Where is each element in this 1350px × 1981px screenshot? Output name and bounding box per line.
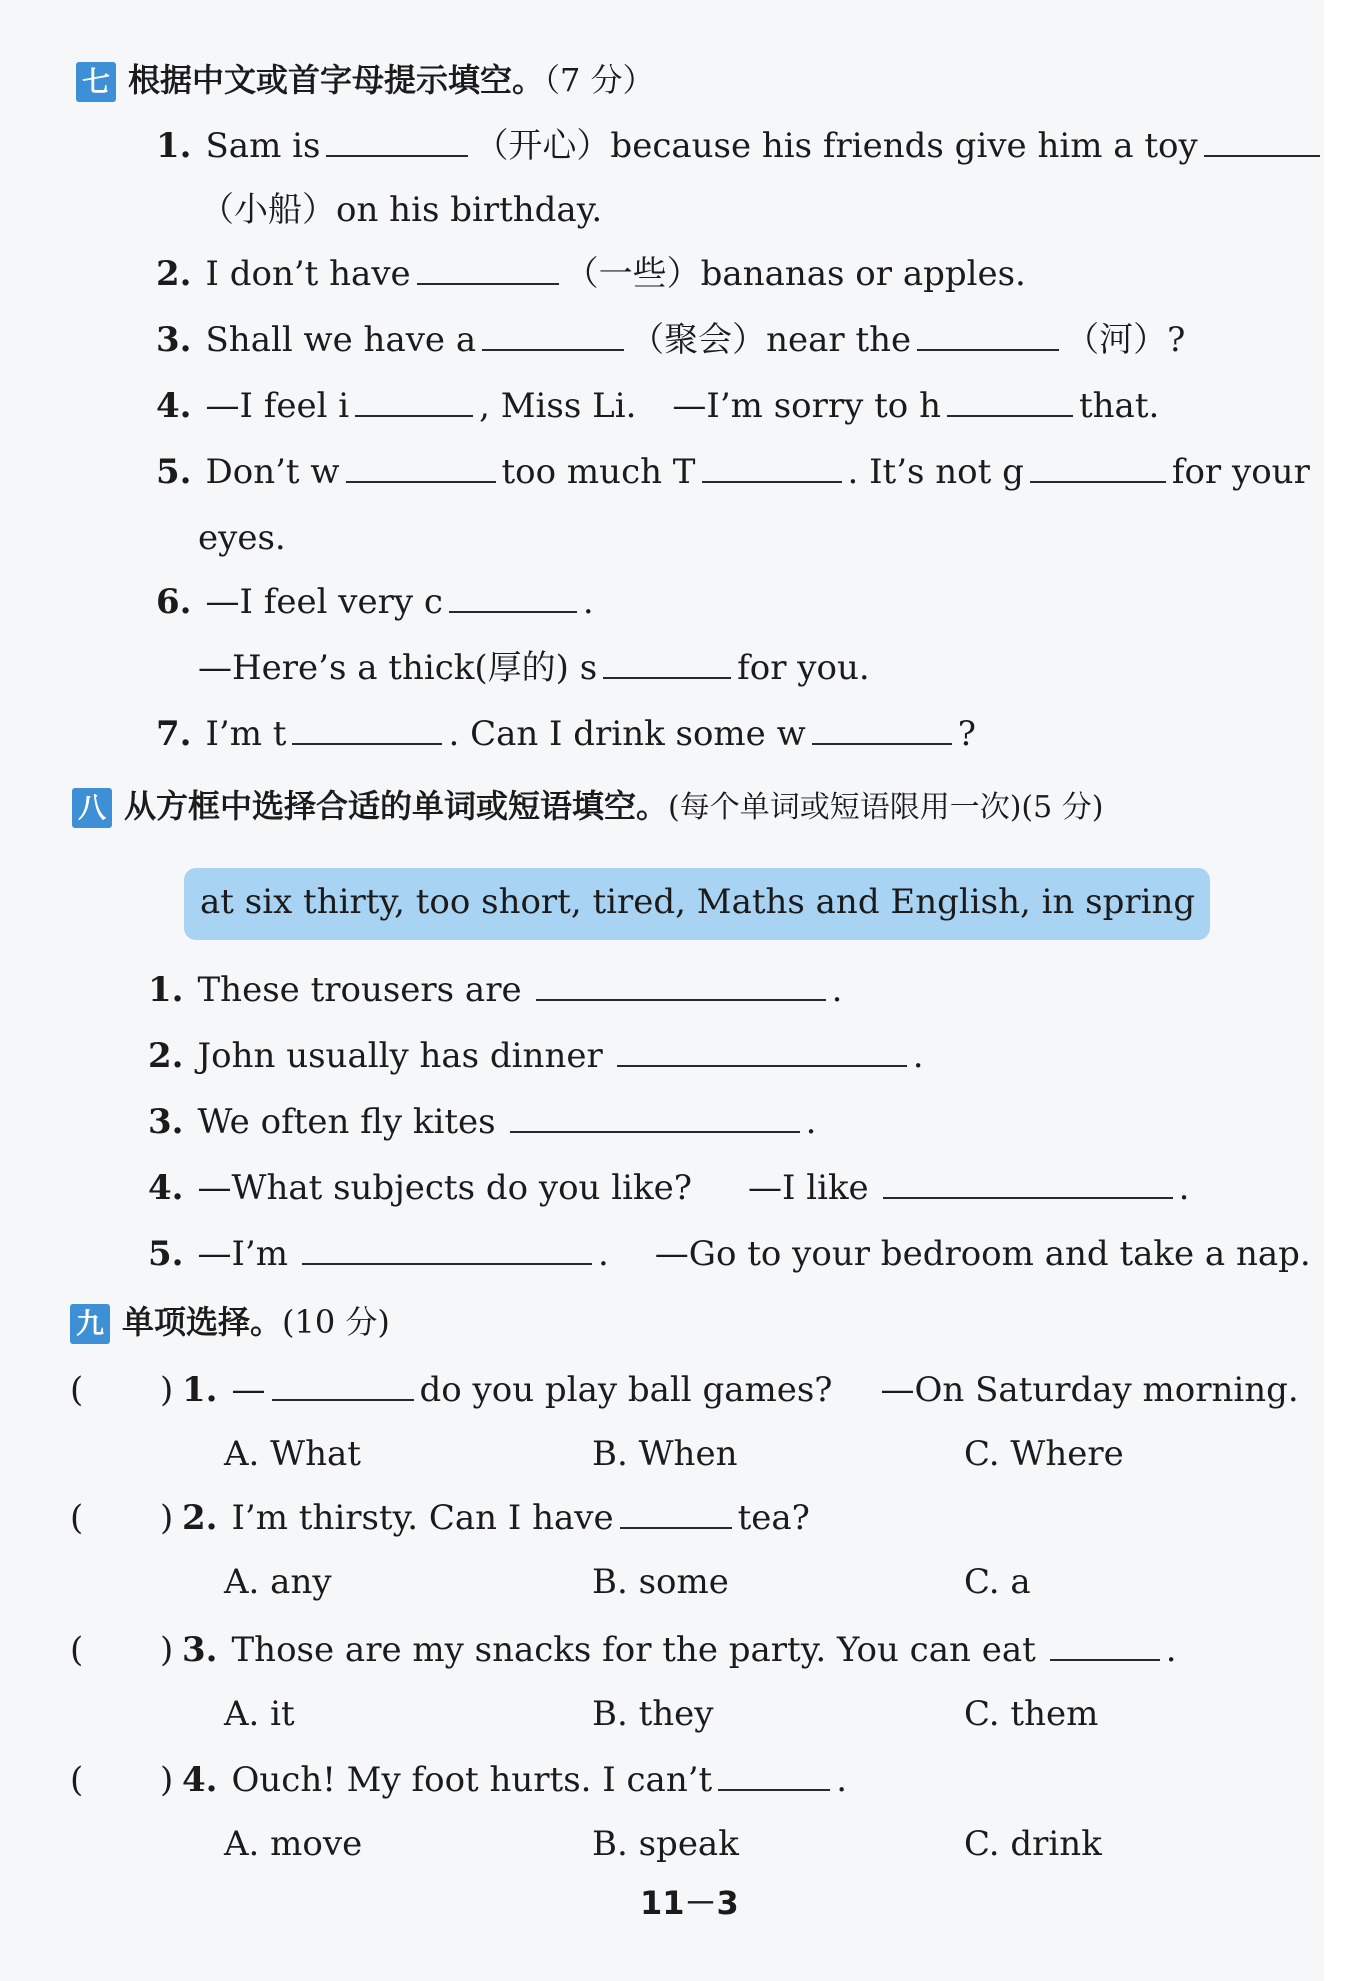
question-text: . [912, 1036, 924, 1076]
question-text: —What subjects do you like? [197, 1168, 692, 1208]
answer-slot[interactable] [96, 1758, 160, 1802]
answer-blank[interactable] [510, 1101, 800, 1133]
option-c[interactable]: C. them [964, 1694, 1099, 1734]
answer-slot[interactable] [96, 1496, 160, 1540]
question-number: 4. [148, 1168, 184, 1208]
section-8-title: 从方框中选择合适的单词或短语填空。 [124, 787, 669, 825]
question-text: for you. [737, 648, 870, 688]
question-text: I don’t have [205, 254, 411, 294]
option-a[interactable]: A. it [224, 1694, 295, 1734]
question-text: , Miss Li. [479, 386, 637, 426]
s8-question-2 [148, 1034, 924, 1078]
question-number: 3. [182, 1630, 218, 1670]
question-number: 2. [156, 254, 192, 294]
question-text: Shall we have a [205, 320, 477, 360]
answer-blank[interactable] [1204, 125, 1320, 157]
answer-slot[interactable] [96, 1368, 160, 1412]
s7-question-6-cont [198, 646, 870, 690]
s9-question-1 [182, 1368, 1299, 1412]
question-text: . [805, 1102, 817, 1142]
answer-paren-open: ( [70, 1630, 84, 1670]
answer-blank[interactable] [617, 1035, 907, 1067]
answer-blank[interactable] [449, 581, 577, 613]
s7-question-2 [156, 252, 1026, 296]
section-9-title: 单项选择。 [122, 1303, 283, 1341]
question-text: too much T [501, 452, 696, 492]
answer-blank[interactable] [346, 451, 496, 483]
s7-question-3 [156, 318, 1185, 362]
question-text: John usually has dinner [197, 1036, 603, 1076]
question-text: （聚会）near the [630, 320, 912, 360]
question-number: 7. [156, 714, 192, 754]
section-8-badge: 八 [72, 788, 112, 828]
s8-question-5 [148, 1232, 1311, 1276]
question-text: （一些）bananas or apples. [564, 254, 1026, 294]
question-text: —I feel very c [205, 582, 443, 622]
question-text: that. [1078, 386, 1160, 426]
option-b[interactable]: B. speak [592, 1824, 739, 1864]
answer-blank[interactable] [702, 451, 842, 483]
s7-question-7 [156, 712, 976, 756]
answer-blank[interactable] [326, 125, 468, 157]
question-number: 4. [156, 386, 192, 426]
answer-paren-open: ( [70, 1760, 84, 1800]
section-9-badge: 九 [70, 1304, 110, 1344]
answer-blank[interactable] [917, 319, 1059, 351]
option-c[interactable]: C. drink [964, 1824, 1102, 1864]
option-a[interactable]: A. any [224, 1562, 332, 1602]
question-text: . Can I drink some w [448, 714, 806, 754]
section-8-points: (每个单词或短语限用一次)(5 分) [668, 790, 1104, 825]
question-text: eyes. [198, 518, 286, 558]
question-text: —I’m sorry to h [672, 386, 941, 426]
question-number: 3. [148, 1102, 184, 1142]
answer-paren-close: ) [160, 1630, 174, 1670]
s7-question-4 [156, 384, 1159, 428]
question-text: Don’t w [205, 452, 340, 492]
question-number: 2. [182, 1498, 218, 1538]
question-number: 2. [148, 1036, 184, 1076]
s9-question-3 [182, 1628, 1177, 1672]
question-text: （河）? [1065, 320, 1186, 360]
answer-blank[interactable] [1030, 451, 1166, 483]
question-text: Ouch! My foot hurts. I can’t [231, 1760, 713, 1800]
question-number: 1. [182, 1370, 218, 1410]
section-7-title: 根据中文或首字母提示填空。 [128, 61, 545, 99]
answer-blank[interactable] [620, 1497, 732, 1529]
section-7-badge: 七 [76, 62, 116, 102]
option-b[interactable]: B. When [592, 1434, 738, 1474]
option-a[interactable]: A. move [224, 1824, 363, 1864]
answer-blank[interactable] [1050, 1629, 1160, 1661]
question-text: . It’s not g [847, 452, 1024, 492]
question-number: 3. [156, 320, 192, 360]
answer-paren-close: ) [160, 1370, 174, 1410]
question-text: —I’m [197, 1234, 288, 1274]
s9-question-2 [182, 1496, 810, 1540]
question-text: I’m t [205, 714, 287, 754]
question-text: —Here’s a thick(厚的) s [198, 648, 598, 688]
question-text: . [597, 1234, 609, 1274]
option-b[interactable]: B. some [592, 1562, 729, 1602]
section-8-header [72, 784, 1103, 830]
question-text: tea? [737, 1498, 810, 1538]
question-text: （开心）because his friends give him a toy [474, 126, 1198, 166]
question-number: 1. [156, 126, 192, 166]
answer-paren-open: ( [70, 1498, 84, 1538]
question-text: . [1178, 1168, 1190, 1208]
section-7-points: （7 分） [544, 61, 655, 99]
answer-blank[interactable] [272, 1369, 414, 1401]
s7-question-1-cont [200, 188, 602, 232]
answer-blank[interactable] [482, 319, 624, 351]
answer-blank[interactable] [292, 713, 442, 745]
section-9-points: (10 分) [282, 1303, 390, 1341]
page-number: 11－3 [640, 1884, 739, 1922]
word-box [184, 868, 1210, 940]
answer-paren-close: ) [160, 1498, 174, 1538]
s9-question-4 [182, 1758, 847, 1802]
question-text: These trousers are [197, 970, 522, 1010]
question-text: . [836, 1760, 848, 1800]
answer-slot[interactable] [96, 1628, 160, 1672]
question-number: 5. [148, 1234, 184, 1274]
section-7-header [76, 58, 655, 102]
answer-blank[interactable] [536, 969, 826, 1001]
answer-paren-close: ) [160, 1760, 174, 1800]
question-text: —I feel i [205, 386, 350, 426]
question-text: Sam is [205, 126, 321, 166]
question-text: — [231, 1370, 266, 1410]
question-number: 1. [148, 970, 184, 1010]
question-text: —On Saturday morning. [880, 1370, 1299, 1410]
answer-blank[interactable] [812, 713, 952, 745]
answer-blank[interactable] [355, 385, 473, 417]
s7-question-5-cont [198, 516, 286, 560]
question-text: do you play ball games? [419, 1370, 833, 1410]
question-text: （小船）on his birthday. [200, 190, 603, 230]
question-text: . [1165, 1630, 1177, 1670]
s7-question-1 [156, 124, 1326, 168]
answer-blank[interactable] [718, 1759, 830, 1791]
question-number: 5. [156, 452, 192, 492]
s8-question-3 [148, 1100, 816, 1144]
answer-blank[interactable] [603, 647, 731, 679]
answer-blank[interactable] [417, 253, 559, 285]
answer-blank[interactable] [302, 1233, 592, 1265]
option-a[interactable]: A. What [224, 1434, 361, 1474]
s8-question-4 [148, 1166, 1189, 1210]
s7-question-6 [156, 580, 594, 624]
answer-blank[interactable] [947, 385, 1073, 417]
option-b[interactable]: B. they [592, 1694, 714, 1734]
question-number: 6. [156, 582, 192, 622]
option-c[interactable]: C. a [964, 1562, 1031, 1602]
answer-paren-open: ( [70, 1370, 84, 1410]
question-text: —I like [747, 1168, 869, 1208]
question-text: for your [1171, 452, 1310, 492]
s8-question-1 [148, 968, 842, 1012]
question-text: . [831, 970, 843, 1010]
question-text: ? [957, 714, 976, 754]
question-text: I’m thirsty. Can I have [231, 1498, 614, 1538]
question-text: We often fly kites [197, 1102, 496, 1142]
section-9-header [70, 1300, 390, 1344]
question-text: . [582, 582, 594, 622]
answer-blank[interactable] [883, 1167, 1173, 1199]
question-text: Those are my snacks for the party. You can eat [231, 1630, 1036, 1670]
question-text: —Go to your bedroom and take a nap. [654, 1234, 1311, 1274]
s7-question-5 [156, 450, 1310, 494]
question-number: 4. [182, 1760, 218, 1800]
word-box-text: at six thirty, too short, tired, Maths and English, in spring [200, 882, 1196, 922]
option-c[interactable]: C. Where [964, 1434, 1124, 1474]
